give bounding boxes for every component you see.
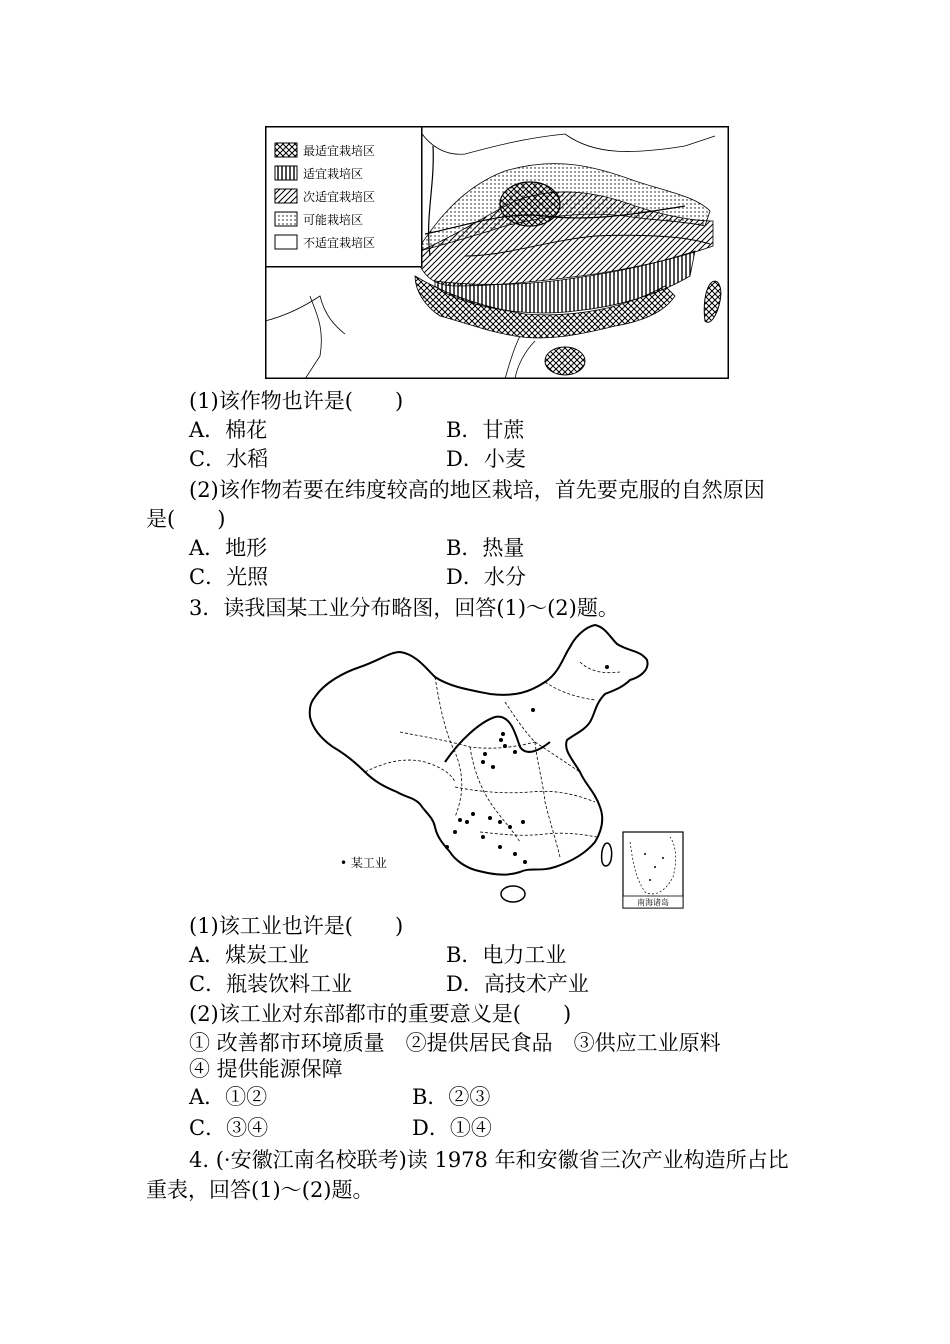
q2-1-stem: (1)该作物也许是( ) — [189, 389, 404, 413]
q4-stem-rest: 读 1978 年和安徽省三次产业构造所占比 — [406, 1148, 789, 1172]
legend-possible — [275, 212, 363, 227]
q3-2-option-b: B．②③ — [412, 1085, 491, 1109]
q3-2-option-d: D．①④ — [412, 1116, 492, 1140]
q2-2-option-a: A．地形 — [189, 536, 268, 560]
q2-2-stem-line1: (2)该作物若要在纬度较高的地区栽培，首先要克服的自然原因 — [189, 478, 765, 502]
q2-2-stem-line2: 是( ) — [146, 507, 226, 531]
q3-1-stem: (1)该工业也许是( ) — [189, 914, 404, 938]
q4-stem-line1 — [189, 1146, 789, 1174]
q3-1-option-b: B．电力工业 — [446, 943, 567, 967]
q2-1-option-c: C．水稻 — [189, 447, 269, 471]
map2-legend: • 某工业 — [340, 856, 387, 870]
q3-2-stem: (2)该工业对东部都市的重要意义是( ) — [189, 1002, 572, 1026]
q4-stem-line2: 重表，回答(1)～(2)题。 — [146, 1178, 374, 1202]
svg-text:次适宜栽培区: 次适宜栽培区 — [303, 190, 376, 204]
q3-1-option-c: C．瓶装饮料工业 — [189, 972, 353, 996]
legend-unsuitable — [275, 235, 375, 250]
q3-2-options-line1: ① 改善都市环境质量 ②提供居民食品 ③供应工业原料 — [189, 1031, 721, 1055]
q2-2-option-d: D．水分 — [446, 565, 526, 589]
q3-stem: 3．读我国某工业分布略图，回答(1)～(2)题。 — [189, 596, 619, 620]
q2-1-option-b: B．甘蔗 — [446, 418, 525, 442]
south-china-sea-inset — [623, 832, 683, 908]
legend-suitable — [275, 166, 363, 181]
svg-text:可能栽培区: 可能栽培区 — [303, 213, 364, 227]
svg-text:南海诸岛: 南海诸岛 — [637, 898, 669, 907]
crop-zone-map — [265, 126, 729, 379]
q3-2-option-c: C．③④ — [189, 1116, 269, 1140]
q3-1-option-d: D．高技术产业 — [446, 972, 589, 996]
legend-sub-suitable — [275, 189, 375, 204]
svg-text:不适宜栽培区: 不适宜栽培区 — [303, 236, 376, 250]
q4-source: 4. (·安徽江南名校联考) — [189, 1148, 407, 1172]
industry-distribution-map — [305, 622, 685, 910]
q3-1-option-a: A．煤炭工业 — [189, 943, 310, 967]
q2-1-option-d: D．小麦 — [446, 447, 526, 471]
q2-2-option-b: B．热量 — [446, 536, 525, 560]
q3-2-option-a: A．①② — [189, 1085, 268, 1109]
svg-text:最适宜栽培区: 最适宜栽培区 — [303, 144, 376, 158]
q2-1-option-a: A．棉花 — [189, 418, 268, 442]
q3-2-options-line2: ④ 提供能源保障 — [189, 1057, 343, 1081]
legend-most-suitable — [275, 143, 375, 158]
svg-text:适宜栽培区: 适宜栽培区 — [303, 167, 364, 181]
q2-2-option-c: C．光照 — [189, 565, 269, 589]
